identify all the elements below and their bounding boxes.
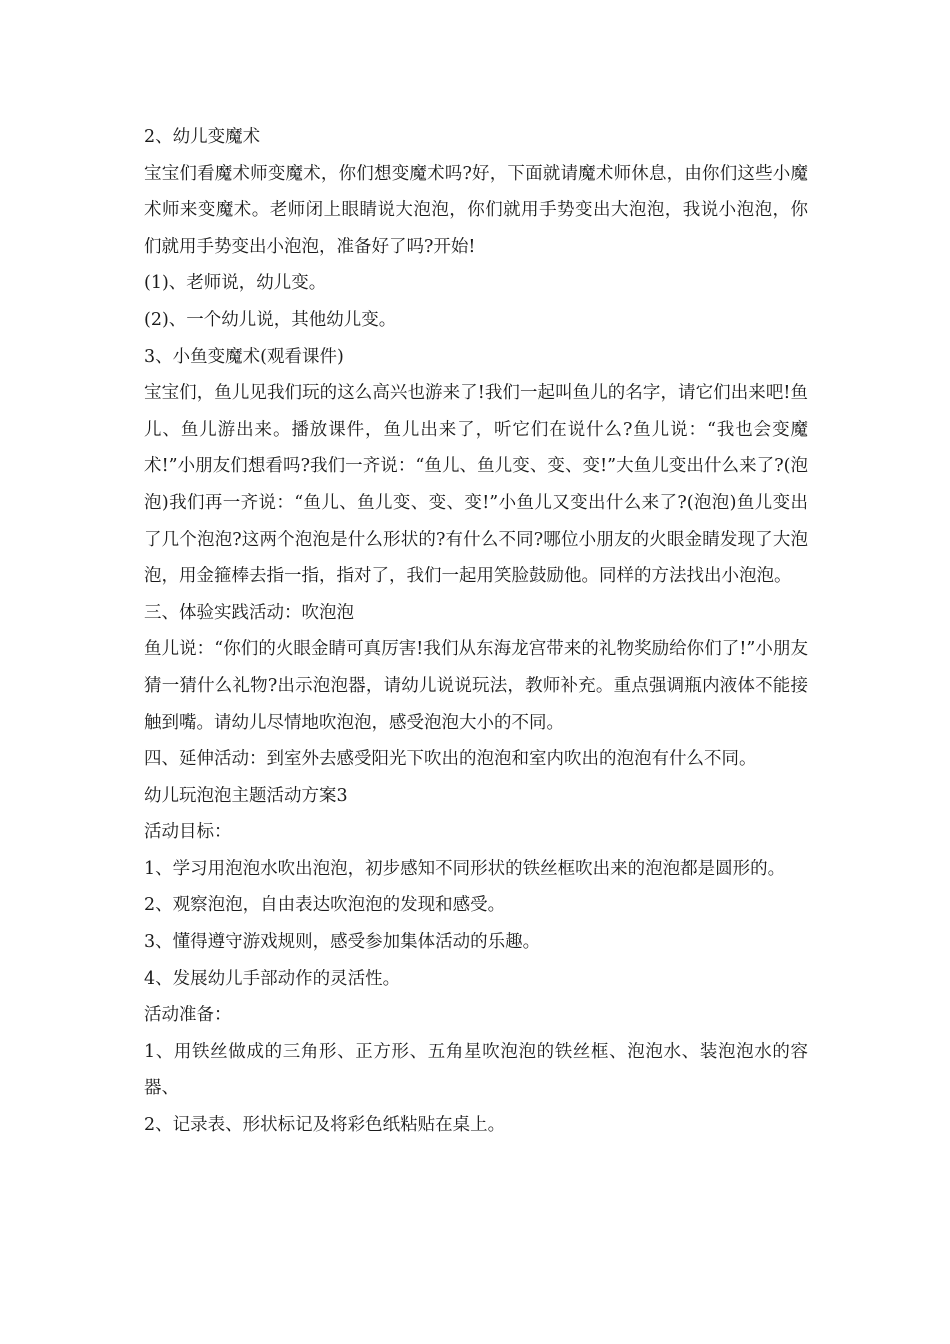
preparation-item-2: 2、记录表、形状标记及将彩色纸粘贴在桌上。: [144, 1115, 506, 1136]
document-page: [144, 119, 808, 1144]
paragraph-magic-intro: 宝宝们看魔术师变魔术，你们想变魔术吗?好，下面就请魔术师休息，由你们这些小魔术师来变魔术。老师闭上眼睛说大泡泡，你们就用手势变出大泡泡，我说小泡泡，你们就用手势变出小泡泡，准备好了吗?开始!: [144, 163, 808, 257]
paragraph-practice: 鱼儿说：“你们的火眼金睛可真厉害!我们从东海龙宫带来的礼物奖励给你们了!”小朋友猜一猜什么礼物?出示泡泡器，请幼儿说说玩法，教师补充。重点强调瓶内液体不能接触到嘴。请幼儿尽情地吹泡泡，感受泡泡大小的不同。: [144, 639, 808, 733]
section-heading-fish-magic: 3、小鱼变魔术(观看课件): [144, 346, 344, 367]
goal-item-3: 3、懂得遵守游戏规则，感受参加集体活动的乐趣。: [144, 932, 541, 953]
goal-item-2: 2、观察泡泡，自由表达吹泡泡的发现和感受。: [144, 895, 506, 916]
preparation-heading: 活动准备：: [144, 1005, 232, 1026]
paragraph-fish-magic: 宝宝们，鱼儿见我们玩的这么高兴也游来了!我们一起叫鱼儿的名字，请它们出来吧!鱼儿、鱼儿游出来。播放课件，鱼儿出来了，听它们在说什么?鱼儿说：“我也会变魔术!”小朋友们想看吗?我们一齐说：“鱼儿、鱼儿变、变、变!”大鱼儿变出什么来了?(泡泡)我们再一齐说：“鱼儿、鱼儿变、变、变!”小鱼儿又变出什么来了?(泡泡)鱼儿变出了几个泡泡?这两个泡泡是什么形状的?有什么不同?哪位小朋友的火眼金睛发现了大泡泡，用金箍棒去指一指，指对了，我们一起用笑脸鼓励他。同样的方法找出小泡泡。: [144, 383, 808, 587]
goals-heading: 活动目标：: [144, 822, 232, 843]
plan-title: 幼儿玩泡泡主题活动方案3: [144, 785, 348, 806]
section-heading-child-magic: 2、幼儿变魔术: [144, 127, 261, 147]
goal-item-4: 4、发展幼儿手部动作的灵活性。: [144, 968, 401, 989]
preparation-item-1: 1、用铁丝做成的三角形、正方形、五角星吹泡泡的铁丝框、泡泡水、装泡泡水的容器、: [144, 1041, 808, 1099]
list-item-child-says: (2)、一个幼儿说，其他幼儿变。: [144, 309, 397, 330]
goal-item-1: 1、学习用泡泡水吹出泡泡，初步感知不同形状的铁丝框吹出来的泡泡都是圆形的。: [144, 858, 786, 879]
section-heading-practice: 三、体验实践活动：吹泡泡: [144, 602, 354, 623]
section-heading-extension: 四、延伸活动：到室外去感受阳光下吹出的泡泡和室内吹出的泡泡有什么不同。: [144, 749, 757, 770]
list-item-teacher-says: (1)、老师说，幼儿变。: [144, 273, 327, 294]
